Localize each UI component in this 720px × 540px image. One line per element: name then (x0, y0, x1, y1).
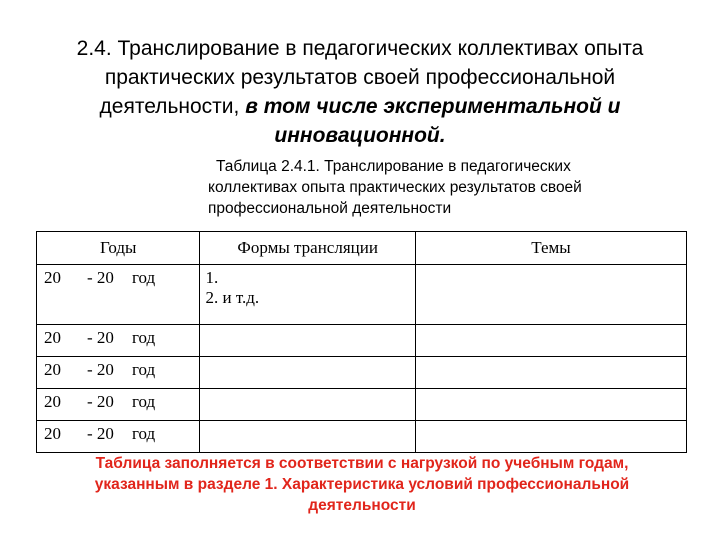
forms-cell[interactable] (200, 325, 415, 357)
topics-cell[interactable] (415, 389, 686, 421)
year-to: - 20 (87, 392, 114, 411)
forms-cell[interactable] (200, 421, 415, 453)
heading-line-2: практических результатов своей профессиональной (104, 66, 616, 89)
years-cell[interactable] (37, 389, 200, 421)
section-heading (22, 34, 698, 150)
year-unit: год (132, 328, 156, 347)
table-header-row (37, 232, 687, 265)
forms-item-1: 1. (205, 268, 219, 287)
translation-table (36, 231, 687, 453)
years-cell[interactable] (37, 265, 200, 325)
table-row (37, 357, 687, 389)
heading-line-3-emphasis: в том числе экспериментальной и (245, 95, 621, 118)
heading-line-3-plain: деятельности, (99, 95, 240, 118)
topics-cell[interactable] (415, 325, 686, 357)
table-row (37, 389, 687, 421)
topics-cell[interactable] (415, 357, 686, 389)
table-caption (208, 156, 678, 219)
note-line-3: деятельности (308, 497, 416, 514)
years-cell[interactable] (37, 357, 200, 389)
years-cell[interactable] (37, 421, 200, 453)
table-row (37, 265, 687, 325)
year-unit: год (132, 392, 156, 411)
table-row (37, 421, 687, 453)
note-line-2: указанным в разделе 1. Характеристика условий профессиональной (94, 476, 630, 493)
heading-line-1: 2.4. Транслирование в педагогических коллективах опыта (76, 37, 644, 60)
year-to: - 20 (87, 328, 114, 347)
year-to: - 20 (87, 268, 114, 287)
forms-item-2: 2. и т.д. (205, 288, 260, 307)
year-from: 20 (44, 392, 61, 411)
year-from: 20 (44, 328, 61, 347)
year-to: - 20 (87, 424, 114, 443)
header-years: Годы (37, 232, 200, 265)
caption-line-1: Таблица 2.4.1. Транслирование в педагогических (216, 158, 571, 175)
year-from: 20 (44, 268, 61, 287)
year-to: - 20 (87, 360, 114, 379)
heading-line-3 (22, 92, 698, 121)
caption-line-2: коллективах опыта практических результатов своей (208, 179, 582, 196)
year-unit: год (132, 268, 156, 287)
year-unit: год (132, 424, 156, 443)
year-from: 20 (44, 360, 61, 379)
fill-instruction-note (30, 453, 694, 516)
year-from: 20 (44, 424, 61, 443)
table-row (37, 325, 687, 357)
year-unit: год (132, 360, 156, 379)
header-forms: Формы трансляции (200, 232, 415, 265)
heading-line-4: инновационной. (274, 124, 446, 147)
note-line-1: Таблица заполняется в соответствии с нагрузкой по учебным годам, (95, 455, 629, 472)
forms-cell[interactable] (200, 265, 415, 325)
forms-cell[interactable] (200, 389, 415, 421)
topics-cell[interactable] (415, 421, 686, 453)
caption-line-3: профессиональной деятельности (208, 200, 452, 217)
forms-cell[interactable] (200, 357, 415, 389)
years-cell[interactable] (37, 325, 200, 357)
header-topics: Темы (415, 232, 686, 265)
topics-cell[interactable] (415, 265, 686, 325)
